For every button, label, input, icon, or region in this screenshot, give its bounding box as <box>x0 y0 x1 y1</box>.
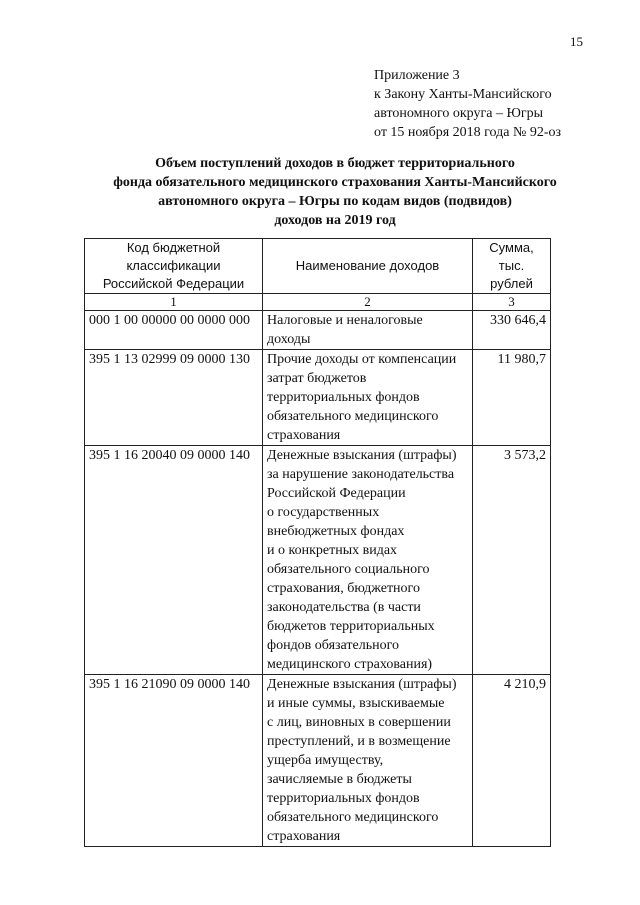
row-name-line: за нарушение законодательства <box>267 467 455 482</box>
title-line: доходов на 2019 год <box>274 213 396 228</box>
row-name-line: медицинского страхования) <box>267 657 433 672</box>
row-name-line: доходы <box>267 332 311 347</box>
row-name <box>263 350 473 446</box>
column-number: 3 <box>473 294 551 311</box>
column-number-row <box>85 294 551 311</box>
row-name-line: страхования <box>267 829 341 844</box>
header-sum-line: тыс. рублей <box>490 258 533 291</box>
row-name-line: фондов обязательного <box>267 638 399 653</box>
row-sum: 4 210,9 <box>473 675 551 847</box>
row-name-line: страхования, бюджетного <box>267 581 420 596</box>
header-code-line: Российской Федерации <box>102 276 245 291</box>
row-name <box>263 311 473 350</box>
document-title <box>100 154 570 230</box>
row-code: 395 1 13 02999 09 0000 130 <box>85 350 263 446</box>
row-name-line: ущерба имуществу, <box>267 753 384 768</box>
row-name-line: Прочие доходы от компенсации <box>267 352 457 367</box>
header-name <box>263 239 473 294</box>
row-name-line: Денежные взыскания (штрафы) <box>267 448 457 463</box>
row-name-line: Денежные взыскания (штрафы) <box>267 677 457 692</box>
row-name-line: обязательного медицинского <box>267 409 439 424</box>
header-sum-line: Сумма, <box>489 240 534 255</box>
row-name-line: о государственных <box>267 505 380 520</box>
column-number: 2 <box>263 294 473 311</box>
table-row <box>85 446 551 675</box>
row-name-line: и о конкретных видах <box>267 543 398 558</box>
table-header-row <box>85 239 551 294</box>
row-name-line: зачисляемые в бюджеты <box>267 772 412 787</box>
title-line: Объем поступлений доходов в бюджет территориального <box>155 156 515 171</box>
row-name-line: Российской Федерации <box>267 486 406 501</box>
row-code: 395 1 16 20040 09 0000 140 <box>85 446 263 675</box>
column-number: 1 <box>85 294 263 311</box>
header-code <box>85 239 263 294</box>
header-code-line: классификации <box>126 258 221 273</box>
header-code-line: Код бюджетной <box>126 240 221 255</box>
row-name-line: территориальных фондов <box>267 791 420 806</box>
row-name-line: преступлений, и в возмещение <box>267 734 451 749</box>
row-code: 395 1 16 21090 09 0000 140 <box>85 675 263 847</box>
row-name-line: страхования <box>267 428 341 443</box>
row-name-line: обязательного медицинского <box>267 810 439 825</box>
row-name-line: законодательства (в части <box>267 600 421 615</box>
row-name-line: затрат бюджетов <box>267 371 367 386</box>
page-number: 15 <box>570 34 583 49</box>
appendix-line: Приложение 3 <box>374 68 460 83</box>
row-code: 000 1 00 00000 00 0000 000 <box>85 311 263 350</box>
title-line: автономного округа – Югры по кодам видов (подвидов) <box>158 194 512 209</box>
header-name-line: Наименование доходов <box>295 258 440 273</box>
row-name-line: с лиц, виновных в совершении <box>267 715 451 730</box>
title-line: фонда обязательного медицинского страхования Ханты-Мансийского <box>113 175 557 190</box>
row-name-line: и иные суммы, взыскиваемые <box>267 696 445 711</box>
table-row <box>85 311 551 350</box>
row-name-line: территориальных фондов <box>267 390 420 405</box>
row-sum: 330 646,4 <box>473 311 551 350</box>
appendix-reference <box>374 66 561 142</box>
header-sum <box>473 239 551 294</box>
appendix-line: автономного округа – Югры <box>374 106 543 121</box>
table-row <box>85 350 551 446</box>
table-row <box>85 675 551 847</box>
row-sum: 3 573,2 <box>473 446 551 675</box>
appendix-line: к Закону Ханты-Мансийского <box>374 87 552 102</box>
revenue-table <box>84 238 551 847</box>
row-name-line: бюджетов территориальных <box>267 619 435 634</box>
row-name-line: внебюджетных фондах <box>267 524 405 539</box>
row-name <box>263 446 473 675</box>
appendix-line: от 15 ноября 2018 года № 92-оз <box>374 125 562 140</box>
row-sum: 11 980,7 <box>473 350 551 446</box>
row-name-line: Налоговые и неналоговые <box>267 313 423 328</box>
row-name-line: обязательного социального <box>267 562 430 577</box>
row-name <box>263 675 473 847</box>
